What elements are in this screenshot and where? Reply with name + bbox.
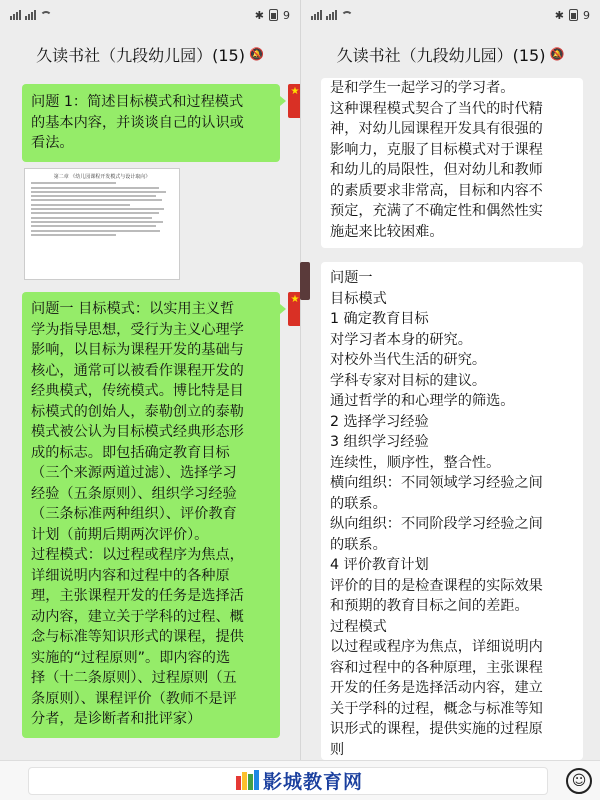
message-bubble-notes[interactable] xyxy=(321,262,583,760)
right-chat-panel xyxy=(300,0,600,760)
wifi-icon xyxy=(40,11,52,20)
message-line: 核心，通常可以被看作课程开发的 xyxy=(31,362,244,379)
message-line: 则 xyxy=(330,741,345,758)
mute-icon: 🔕 xyxy=(549,47,565,61)
message-line: 的联系。 xyxy=(330,536,387,553)
bluetooth-icon: ✱ xyxy=(254,8,264,22)
message-line: 问题一 目标模式：以实用主义哲 xyxy=(31,301,235,317)
document-thumbnail-title: 第二章 《幼儿园课程开发模式与设计取向》 xyxy=(53,174,151,180)
message-line: 是和学生一起学习的学习者。 xyxy=(330,80,515,96)
avatar[interactable] xyxy=(300,262,310,300)
message-line: 预定，充满了不确定性和偶然性实 xyxy=(330,203,543,219)
signal-icon xyxy=(10,10,21,20)
message-line: 的基本内容，并谈谈自己的认识或 xyxy=(31,114,244,131)
message-line: 标模式的创始人，泰勒创立的泰勒 xyxy=(31,403,244,420)
signal-icon xyxy=(326,10,337,20)
status-time: 9 xyxy=(583,8,590,22)
message-line: （三条标准两种组织）、评价教育 xyxy=(31,506,237,522)
message-line: 识形式的课程，提供实施的过程原 xyxy=(330,721,543,737)
watermark xyxy=(236,764,363,796)
wifi-icon xyxy=(341,11,353,20)
message-line: 的素质要求非常高，目标和内容不 xyxy=(330,182,543,199)
message-line: 对校外当代生活的研究。 xyxy=(330,352,487,368)
left-chat-panel xyxy=(0,0,300,760)
message-line: 3 组织学习经验 xyxy=(330,434,429,450)
message-line: 1 确定教育目标 xyxy=(330,311,429,327)
message-bubble-question[interactable] xyxy=(22,84,280,162)
message-line: 神，对幼儿园课程开发具有很强的 xyxy=(330,121,543,137)
chat-title: 久读书社（九段幼儿园）(15) xyxy=(36,45,245,65)
watermark-text: 影城教育网 xyxy=(263,770,364,793)
message-line: 择（十二条原则）、过程原则（五 xyxy=(31,670,237,686)
signal-icon xyxy=(311,10,322,20)
message-line: 这种课程模式契合了当代的时代精 xyxy=(330,100,543,117)
message-line: 经验（五条原则）、组织学习经验 xyxy=(31,485,237,502)
message-line: 施起来比较困难。 xyxy=(330,223,444,240)
battery-icon xyxy=(269,9,278,21)
message-line: 开发的任务是选择活动内容，建立 xyxy=(330,680,543,696)
bluetooth-icon: ✱ xyxy=(554,8,564,22)
status-bar xyxy=(0,0,300,30)
battery-icon xyxy=(569,9,578,21)
message-line: 详细说明内容和过程中的各种原 xyxy=(31,567,230,584)
message-line: 成的标志。即包括确定教育目标 xyxy=(31,444,230,461)
message-line: 看法。 xyxy=(31,135,74,151)
message-line: 模式被公认为目标模式经典形态形 xyxy=(31,424,244,440)
message-line: 容和过程中的各种原理，主张课程 xyxy=(330,659,543,676)
message-line: 影响，以目标为课程开发的基础与 xyxy=(31,342,244,358)
message-line: 对学习者本身的研究。 xyxy=(330,331,472,348)
message-line: 和预期的教育目标之间的差距。 xyxy=(330,598,529,614)
message-line: 连续性，顺序性，整合性。 xyxy=(330,454,501,471)
message-line: 过程模式 xyxy=(330,618,387,635)
message-row xyxy=(22,84,280,162)
message-line: 目标模式 xyxy=(330,290,387,307)
books-logo-icon xyxy=(236,770,259,790)
chat-title: 久读书社（九段幼儿园）(15) xyxy=(336,45,546,65)
message-line: 影响力，克服了目标模式对于课程 xyxy=(330,141,543,158)
message-line: 评价的目的是检查课程的实际效果 xyxy=(330,577,543,594)
message-line: 和幼儿的局限性，但对幼儿和教师 xyxy=(330,162,543,178)
avatar[interactable]: ★ xyxy=(288,84,300,118)
message-line: 以过程或程序为焦点，详细说明内 xyxy=(330,639,543,655)
message-line: 过程模式：以过程或程序为焦点， xyxy=(31,547,244,563)
message-bubble-answer[interactable] xyxy=(22,292,280,738)
message-line: 分者，是诊断者和批评家） xyxy=(31,711,202,727)
chat-title-bar xyxy=(0,30,300,78)
mute-icon: 🔕 xyxy=(248,47,264,61)
chat-title-bar xyxy=(301,30,600,78)
status-time: 9 xyxy=(283,8,290,22)
message-line: 2 选择学习经验 xyxy=(330,413,429,430)
message-line: 理，主张课程开发的任务是选择活 xyxy=(31,588,244,604)
message-line: （三个来源两道过滤）、选择学习 xyxy=(31,465,237,481)
message-line: 问题一 xyxy=(330,270,373,286)
message-line: 问题 1：简述目标模式和过程模式 xyxy=(31,94,244,110)
avatar[interactable]: ★ xyxy=(288,292,300,326)
message-line: 经典模式，传统模式。博比特是目 xyxy=(31,383,244,399)
emoji-button[interactable] xyxy=(566,768,592,794)
message-line: 关于学科的过程，概念与标准等知 xyxy=(330,700,543,717)
message-line: 学为指导思想，受行为主义心理学 xyxy=(31,321,244,338)
message-line: 通过哲学的和心理学的筛选。 xyxy=(330,393,515,409)
message-bubble-continuation[interactable] xyxy=(321,78,583,248)
message-line: 4 评价教育计划 xyxy=(330,557,429,573)
message-row xyxy=(22,292,280,738)
message-line: 计划（前期后期两次评价）。 xyxy=(31,526,209,543)
message-line: 条原则）、课程评价（教师不是评 xyxy=(31,690,237,707)
message-line: 实施的“过程原则”。即内容的选 xyxy=(31,649,231,666)
smiley-icon: ☺ xyxy=(571,772,587,789)
status-bar xyxy=(301,0,600,30)
signal-icon xyxy=(25,10,36,20)
message-line: 纵向组织：不同阶段学习经验之间 xyxy=(330,516,543,532)
message-line: 念与标准等知识形式的课程，提供 xyxy=(31,629,244,645)
message-line: 横向组织：不同领域学习经验之间 xyxy=(330,475,543,491)
message-line: 动内容，建立关于学科的过程、概 xyxy=(31,608,244,625)
document-image-thumbnail[interactable] xyxy=(24,168,180,280)
message-line: 学科专家对目标的建议。 xyxy=(330,372,487,389)
message-line: 的联系。 xyxy=(330,495,387,512)
